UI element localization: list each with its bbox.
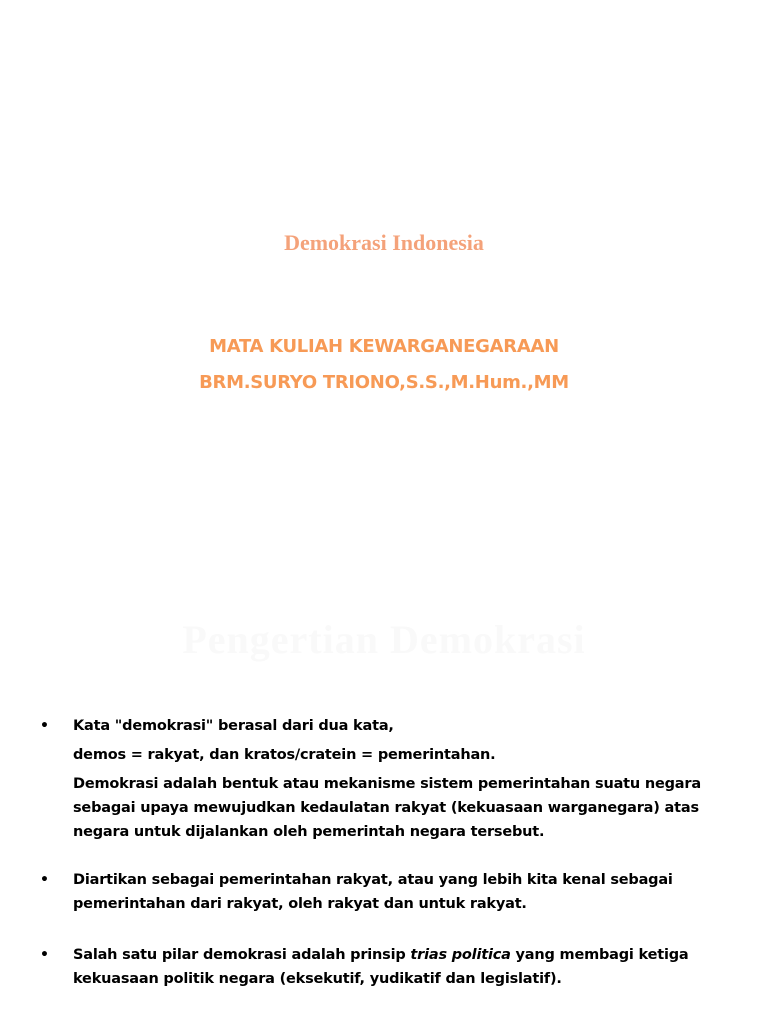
bullet-text: Diartikan sebagai pemerintahan rakyat, atau yang lebih kita kenal sebagai pemerintahan dari rakyat, oleh rakyat dan untuk rakyat.: [73, 872, 673, 912]
bullet-text: [73, 943, 740, 991]
bullet-text: Demokrasi adalah bentuk atau mekanisme sistem pemerintahan suatu negara sebagai upaya mewujudkan kedaulatan rakyat (kekuasaan warganegara) atas negara untuk dijalankan oleh pemerintah negara tersebut.: [73, 776, 701, 840]
bullet-text-part: Salah satu pilar demokrasi adalah prinsip: [73, 947, 411, 963]
bullet-text: Kata "demokrasi" berasal dari dua kata,: [73, 718, 394, 734]
bullet-item: [40, 714, 740, 844]
bullet-item: [40, 943, 740, 991]
author-name: BRM.SURYO TRIONO,S.S.,M.Hum.,MM: [199, 372, 569, 393]
bullet-text-italic: trias politica: [410, 947, 511, 963]
course-name: MATA KULIAH KEWARGANEGARAAN: [209, 336, 559, 357]
bullet-marker: •: [40, 947, 49, 963]
bullet-text: demos = rakyat, dan kratos/cratein = pemerintahan.: [73, 747, 496, 763]
bullet-marker: •: [40, 718, 49, 734]
bullet-marker: •: [40, 872, 49, 888]
bullet-text-part: yang membagi ketiga kekuasaan politik negara (eksekutif, yudikatif dan legislatif).: [73, 947, 689, 987]
bullet-item: [40, 868, 740, 916]
slide-title: Demokrasi Indonesia: [284, 230, 484, 255]
bullet-list: [40, 714, 740, 996]
section-heading: Pengertian Demokrasi: [182, 617, 586, 662]
